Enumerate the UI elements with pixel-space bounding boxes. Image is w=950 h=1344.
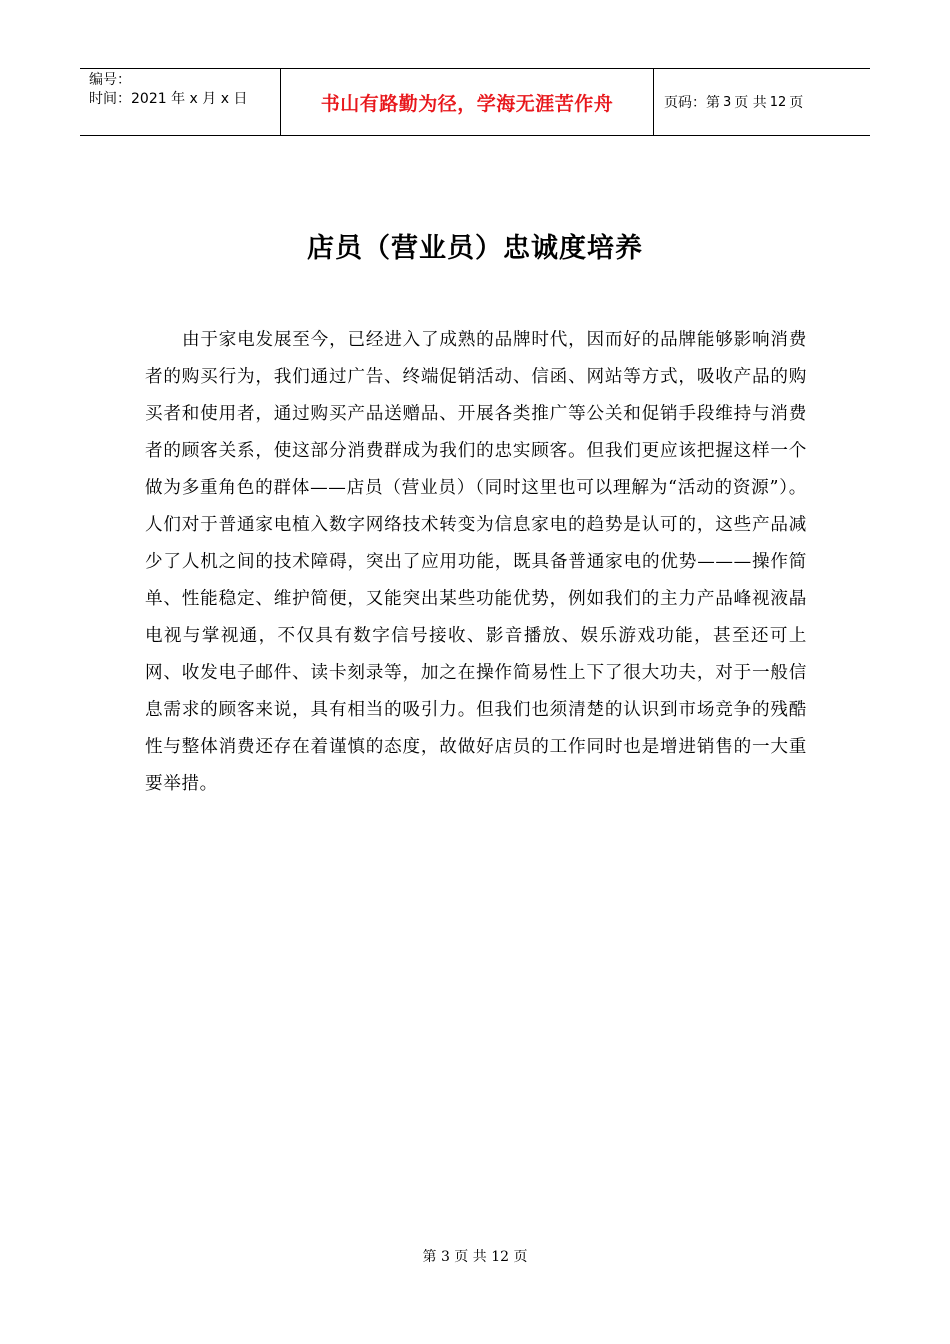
page-label-suffix: 页 <box>789 95 804 111</box>
serial-number-label: 编号： <box>89 72 131 88</box>
date-line: 时间：2021 年 x 月 x 日 <box>89 91 248 107</box>
page-footer: 第 3 页 共 12 页 <box>422 1249 528 1265</box>
page-total: 12 <box>769 94 787 110</box>
page-label-mid: 页 共 <box>734 95 767 111</box>
page-label-prefix: 页码：第 <box>664 95 720 111</box>
header-motto-cell <box>281 69 654 135</box>
header-info-cell <box>80 69 281 135</box>
body-paragraph: 由于家电发展至今，已经进入了成熟的品牌时代，因而好的品牌能够影响消费者的购买行为，我们通过广告、终端促销活动、信函、网站等方式，吸收产品的购买者和使用者，通过购买产品送赠品、开展各类推广等公关和促销手段维持与消费者的顾客关系，使这部分消费群成为我们的忠实顾客。但我们更应该把握这样一个做为多重角色的群体——店员（营业员）（同时这里也可以理解为“活动的资源”）。人们对于普通家电植入数字网络技术转变为信息家电的趋势是认可的，这些产品减少了人机之间的技术障碍，突出了应用功能，既具备普通家电的优势———操作简单、性能稳定、维护简便，又能突出某些功能优势，例如我们的主力产品峰视液晶电视与掌视通，不仅具有数字信号接收、影音播放、娱乐游戏功能，甚至还可上网、收发电子邮件、读卡刻录等，加之在操作简易性上下了很大功夫，对于一般信息需求的顾客来说，具有相当的吸引力。但我们也须清楚的认识到市场竞争的残酷性与整体消费还存在着谨慎的态度，故做好店员的工作同时也是增进销售的一大重要举措。 <box>145 330 807 794</box>
page-header <box>80 68 870 136</box>
page-current: 3 <box>723 94 732 110</box>
motto-text: 书山有路勤为径，学海无涯苦作舟 <box>320 92 614 115</box>
header-page-cell <box>654 69 870 135</box>
document-title: 店员（营业员）忠诚度培养 <box>307 233 643 264</box>
